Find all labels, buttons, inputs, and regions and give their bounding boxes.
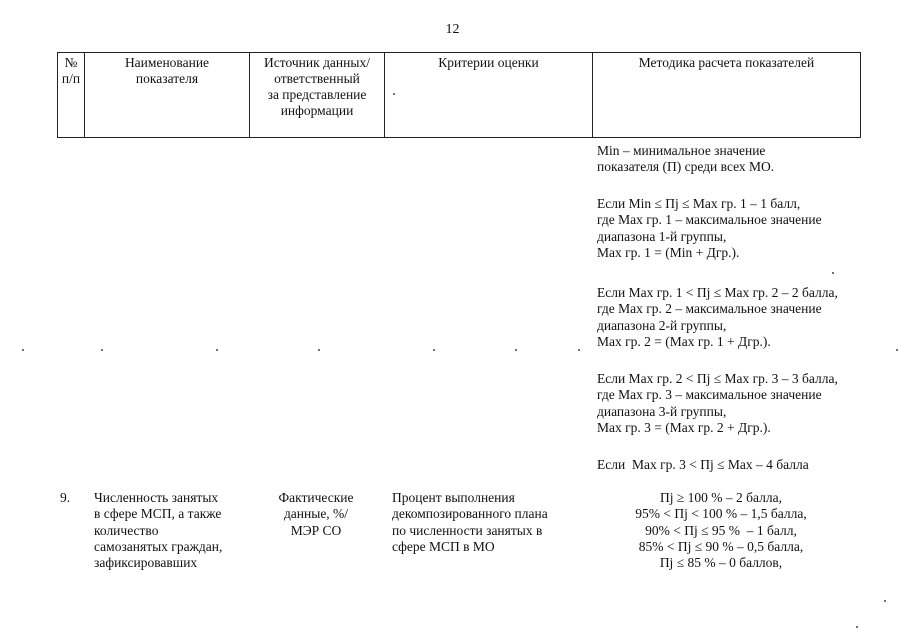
- page-number: 12: [445, 22, 460, 37]
- scan-speck: [22, 349, 24, 351]
- table-header: [57, 52, 861, 138]
- header-number: № п/п: [58, 53, 85, 138]
- scan-speck: [393, 93, 395, 95]
- methodology-group-2: Если Max гр. 1 < Пj ≤ Max гр. 2 – 2 балла, где Max гр. 2 – максимальное значение диапазона 2-й группы, Max гр. 2 = (Max гр. 1 + Дгр.).: [597, 285, 838, 349]
- scan-speck: [578, 349, 580, 351]
- scan-speck: [832, 272, 834, 274]
- methodology-group-3: Если Max гр. 2 < Пj ≤ Max гр. 3 – 3 балла, где Max гр. 3 – максимальное значение диапазона 3-й группы, Max гр. 3 = (Max гр. 2 + Дгр.).: [597, 371, 838, 435]
- row-9-indicator-name: Численность занятых в сфере МСП, а также количество самозанятых граждан, зафиксировавших: [94, 490, 223, 571]
- header-criteria: Критерии оценки: [385, 53, 593, 138]
- scan-speck: [515, 349, 517, 351]
- header-methodology: Методика расчета показателей: [593, 53, 861, 138]
- scan-speck: [101, 349, 103, 351]
- scan-speck: [318, 349, 320, 351]
- scan-speck: [216, 349, 218, 351]
- row-9-number: 9.: [60, 490, 71, 505]
- methodology-group-1: Если Min ≤ Пj ≤ Max гр. 1 – 1 балл, где Max гр. 1 – максимальное значение диапазона 1-й группы, Max гр. 1 = (Min + Дгр.).: [597, 196, 822, 260]
- scan-speck: [433, 349, 435, 351]
- header-indicator-name: Наименование показателя: [85, 53, 250, 138]
- methodology-min-definition: Min – минимальное значение показателя (П) среди всех МО.: [597, 143, 775, 175]
- scan-speck: [884, 600, 886, 602]
- row-9-criteria: Процент выполнения декомпозированного плана по численности занятых в сфере МСП в МО: [392, 490, 548, 554]
- header-data-source: Источник данных/ ответственный за представление информации: [250, 53, 385, 138]
- methodology-group-4: Если Max гр. 3 < Пj ≤ Max – 4 балла: [597, 457, 809, 472]
- row-9-data-source: Фактические данные, %/ МЭР СО: [278, 490, 354, 538]
- scan-speck: [856, 626, 858, 628]
- row-9-methodology: Пj ≥ 100 % – 2 балла, 95% < Пj < 100 % – 1,5 балла, 90% < Пj ≤ 95 % – 1 балл, 85% < Пj ≤ 90 % – 0,5 балла, Пj ≤ 85 % – 0 баллов,: [635, 490, 807, 571]
- scan-speck: [896, 349, 898, 351]
